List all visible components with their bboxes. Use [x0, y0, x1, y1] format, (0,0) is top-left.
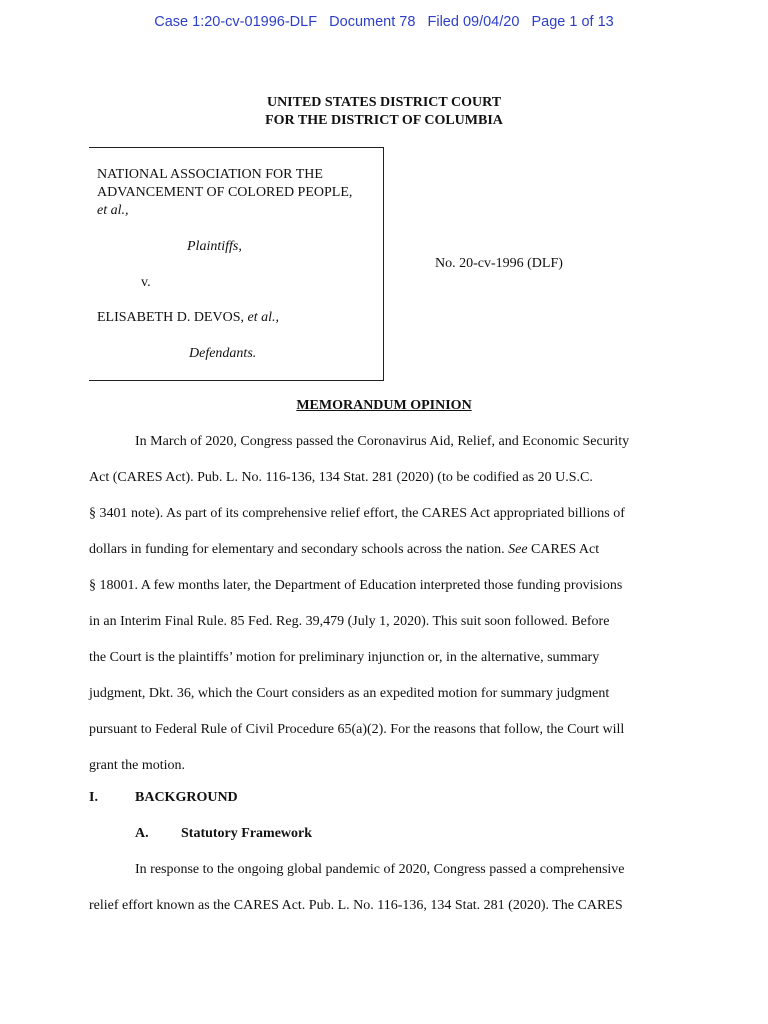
paragraph-1-line: grant the motion.	[89, 758, 186, 773]
paragraph-1	[89, 424, 679, 784]
paragraph-1-line: Act (CARES Act). Pub. L. No. 116-136, 134 Stat. 281 (2020) (to be codified as 20 U.S.C.	[89, 470, 593, 485]
subsection-number: A.	[135, 826, 149, 841]
plaintiff-et-al: et al.,	[97, 203, 129, 218]
paragraph-1-line: § 3401 note). As part of its comprehensive relief effort, the CARES Act appropriated billions of	[89, 506, 625, 521]
case-caption-box	[89, 147, 384, 381]
case-number: No. 20-cv-1996 (DLF)	[435, 256, 563, 271]
paragraph-1-line: the Court is the plaintiffs’ motion for preliminary injunction or, in the alternative, summary	[89, 650, 600, 665]
versus-label: v.	[141, 275, 151, 290]
paragraph-2-line: relief effort known as the CARES Act. Pub. L. No. 116-136, 134 Stat. 281 (2020). The CARES	[89, 898, 623, 913]
case-number-stamp: Case 1:20-cv-01996-DLF	[154, 14, 318, 30]
paragraph-1-line: judgment, Dkt. 36, which the Court considers as an expedited motion for summary judgment	[89, 686, 610, 701]
page-count-stamp: Page 1 of 13	[531, 14, 614, 30]
court-name-line2: FOR THE DISTRICT OF COLUMBIA	[265, 113, 503, 128]
document-number-stamp: Document 78	[329, 14, 416, 30]
paragraph-1-line: In March of 2020, Congress passed the Coronavirus Aid, Relief, and Economic Security	[135, 434, 630, 449]
filed-date-stamp: Filed 09/04/20	[427, 14, 520, 30]
case-header-stamp	[0, 14, 768, 30]
document-title: MEMORANDUM OPINION	[296, 398, 472, 413]
defendant-name-line	[97, 309, 279, 327]
paragraph-1-line: dollars in funding for elementary and secondary schools across the nation. See CARES Act	[89, 542, 600, 557]
paragraph-2	[89, 852, 679, 924]
paragraph-1-line: pursuant to Federal Rule of Civil Procedure 65(a)(2). For the reasons that follow, the Court will	[89, 722, 625, 737]
defendant-et-al: et al.,	[247, 310, 279, 325]
defendants-label: Defendants.	[189, 346, 257, 361]
subsection-heading-statutory-framework	[135, 826, 312, 842]
plaintiffs-label: Plaintiffs,	[187, 239, 242, 254]
plaintiff-name-line2: ADVANCEMENT OF COLORED PEOPLE,	[97, 185, 353, 200]
section-number: I.	[89, 790, 98, 805]
section-heading-background	[89, 790, 238, 806]
section-title: BACKGROUND	[135, 790, 238, 805]
plaintiff-name-line1: NATIONAL ASSOCIATION FOR THE	[97, 167, 323, 182]
paragraph-1-line: in an Interim Final Rule. 85 Fed. Reg. 39,479 (July 1, 2020). This suit soon followed. Before	[89, 614, 610, 629]
court-name	[0, 94, 768, 130]
court-name-line1: UNITED STATES DISTRICT COURT	[266, 95, 502, 110]
paragraph-1-line: § 18001. A few months later, the Department of Education interpreted those funding provisions	[89, 578, 623, 593]
see-signal: See	[508, 542, 528, 557]
subsection-title: Statutory Framework	[181, 826, 313, 841]
paragraph-2-line: In response to the ongoing global pandemic of 2020, Congress passed a comprehensive	[135, 862, 625, 877]
defendant-name: ELISABETH D. DEVOS,	[97, 310, 244, 325]
